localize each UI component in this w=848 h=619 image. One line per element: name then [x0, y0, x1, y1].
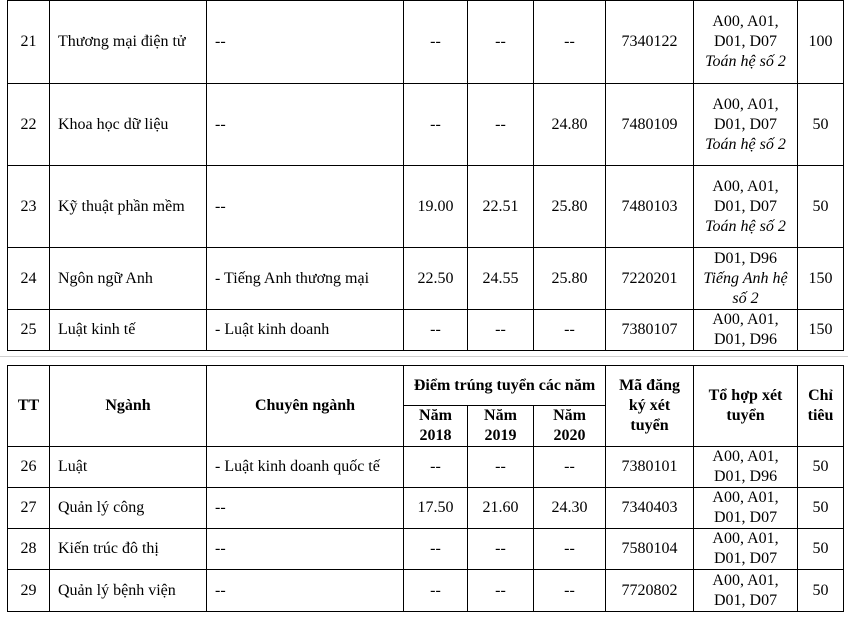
table-row: [8, 310, 844, 351]
row-to-hop: A00, A01, D01, D07: [694, 488, 798, 529]
row-ma-dang-ky: 7480109: [606, 84, 694, 166]
admission-table-top: [7, 0, 844, 351]
row-nam-2019: --: [468, 447, 534, 488]
row-to-hop: [694, 310, 798, 351]
row-nam-2020: --: [534, 447, 606, 488]
row-nganh: Kiến trúc đô thị: [50, 529, 207, 570]
to-hop-codes: A00, A01, D01, D96: [712, 311, 779, 348]
row-nam-2020: 24.30: [534, 488, 606, 529]
row-to-hop: [694, 1, 798, 84]
to-hop-note: Toán hệ số 2: [705, 53, 786, 70]
row-chuyen-nganh: --: [207, 570, 404, 612]
row-nam-2020: --: [534, 529, 606, 570]
row-nganh: Ngôn ngữ Anh: [50, 248, 207, 310]
header-nganh: Ngành: [50, 366, 207, 447]
row-chi-tieu: 50: [798, 84, 844, 166]
table-row: [8, 488, 844, 529]
row-ma-dang-ky: 7340122: [606, 1, 694, 84]
row-nam-2020: 24.80: [534, 84, 606, 166]
header-chuyen-nganh: Chuyên ngành: [207, 366, 404, 447]
row-nam-2019: --: [468, 570, 534, 612]
row-ma-dang-ky: 7220201: [606, 248, 694, 310]
header-ma-dang-ky: Mã đăng ký xét tuyển: [606, 366, 694, 447]
row-nam-2019: --: [468, 1, 534, 84]
row-nam-2018: --: [404, 310, 468, 351]
to-hop-codes: A00, A01, D01, D07: [712, 177, 779, 215]
row-nam-2020: 25.80: [534, 166, 606, 248]
row-nganh: Khoa học dữ liệu: [50, 84, 207, 166]
row-nam-2020: --: [534, 310, 606, 351]
row-tt: 25: [8, 310, 50, 351]
row-nam-2019: --: [468, 84, 534, 166]
row-to-hop: A00, A01, D01, D07: [694, 570, 798, 612]
to-hop-codes: A00, A01, D01, D07: [712, 13, 779, 50]
header-tt: TT: [8, 366, 50, 447]
header-chi-tieu: Chỉ tiêu: [798, 366, 844, 447]
table-row: [8, 84, 844, 166]
row-chuyen-nganh: - Luật kinh doanh: [207, 310, 404, 351]
row-tt: 22: [8, 84, 50, 166]
row-nam-2019: 22.51: [468, 166, 534, 248]
row-nganh: Kỹ thuật phần mềm: [50, 166, 207, 248]
row-chi-tieu: 50: [798, 166, 844, 248]
row-ma-dang-ky: 7380101: [606, 447, 694, 488]
row-chuyen-nganh: --: [207, 488, 404, 529]
table-row: [8, 248, 844, 310]
to-hop-note: Tiếng Anh hệ số 2: [703, 269, 788, 307]
row-to-hop: [694, 166, 798, 248]
table-separator: [0, 356, 848, 357]
row-chi-tieu: 150: [798, 248, 844, 310]
row-nganh: Quản lý công: [50, 488, 207, 529]
row-nam-2019: 24.55: [468, 248, 534, 310]
row-nganh: Luật kinh tế: [50, 310, 207, 351]
row-tt: 23: [8, 166, 50, 248]
row-chi-tieu: 50: [798, 447, 844, 488]
row-tt: 27: [8, 488, 50, 529]
row-to-hop: [694, 84, 798, 166]
row-nam-2019: 21.60: [468, 488, 534, 529]
row-chuyen-nganh: --: [207, 166, 404, 248]
row-ma-dang-ky: 7580104: [606, 529, 694, 570]
row-nam-2018: 17.50: [404, 488, 468, 529]
row-ma-dang-ky: 7380107: [606, 310, 694, 351]
row-tt: 24: [8, 248, 50, 310]
row-chuyen-nganh: - Tiếng Anh thương mại: [207, 248, 404, 310]
table-row: [8, 1, 844, 84]
row-nam-2018: 19.00: [404, 166, 468, 248]
table-row: [8, 529, 844, 570]
row-nam-2020: --: [534, 570, 606, 612]
row-to-hop: A00, A01, D01, D96: [694, 447, 798, 488]
to-hop-note: Toán hệ số 2: [705, 135, 786, 153]
row-nganh: Thương mại điện tử: [50, 1, 207, 84]
row-tt: 29: [8, 570, 50, 612]
row-chi-tieu: 50: [798, 570, 844, 612]
table-row: [8, 166, 844, 248]
row-tt: 28: [8, 529, 50, 570]
row-nganh: Luật: [50, 447, 207, 488]
header-nam-2018: Năm 2018: [404, 406, 468, 447]
header-nam-2019: Năm 2019: [468, 406, 534, 447]
row-nam-2019: --: [468, 310, 534, 351]
row-chuyen-nganh: --: [207, 84, 404, 166]
row-nam-2018: --: [404, 447, 468, 488]
row-chi-tieu: 50: [798, 488, 844, 529]
to-hop-note: Toán hệ số 2: [705, 217, 786, 235]
row-nam-2018: --: [404, 529, 468, 570]
row-nganh: Quản lý bệnh viện: [50, 570, 207, 612]
row-ma-dang-ky: 7340403: [606, 488, 694, 529]
to-hop-codes: D01, D96: [713, 249, 778, 267]
header-to-hop: Tổ hợp xét tuyển: [694, 366, 798, 447]
row-chi-tieu: 50: [798, 529, 844, 570]
row-ma-dang-ky: 7720802: [606, 570, 694, 612]
row-chuyen-nganh: --: [207, 529, 404, 570]
row-to-hop: A00, A01, D01, D07: [694, 529, 798, 570]
row-chuyen-nganh: - Luật kinh doanh quốc tế: [207, 447, 404, 488]
table-row: [8, 570, 844, 612]
row-nam-2018: --: [404, 84, 468, 166]
header-nam-2020: Năm 2020: [534, 406, 606, 447]
row-nam-2020: 25.80: [534, 248, 606, 310]
row-tt: 26: [8, 447, 50, 488]
row-to-hop: [694, 248, 798, 310]
row-nam-2018: --: [404, 1, 468, 84]
row-nam-2019: --: [468, 529, 534, 570]
table-row: [8, 447, 844, 488]
row-ma-dang-ky: 7480103: [606, 166, 694, 248]
row-chi-tieu: 100: [798, 1, 844, 84]
row-tt: 21: [8, 1, 50, 84]
row-chi-tieu: 150: [798, 310, 844, 351]
row-nam-2020: --: [534, 1, 606, 84]
header-diem-trung-tuyen: Điểm trúng tuyển các năm: [404, 366, 606, 406]
admission-table-bottom: [7, 365, 844, 612]
to-hop-codes: A00, A01, D01, D07: [712, 95, 779, 133]
row-nam-2018: 22.50: [404, 248, 468, 310]
row-chuyen-nganh: --: [207, 1, 404, 84]
row-nam-2018: --: [404, 570, 468, 612]
